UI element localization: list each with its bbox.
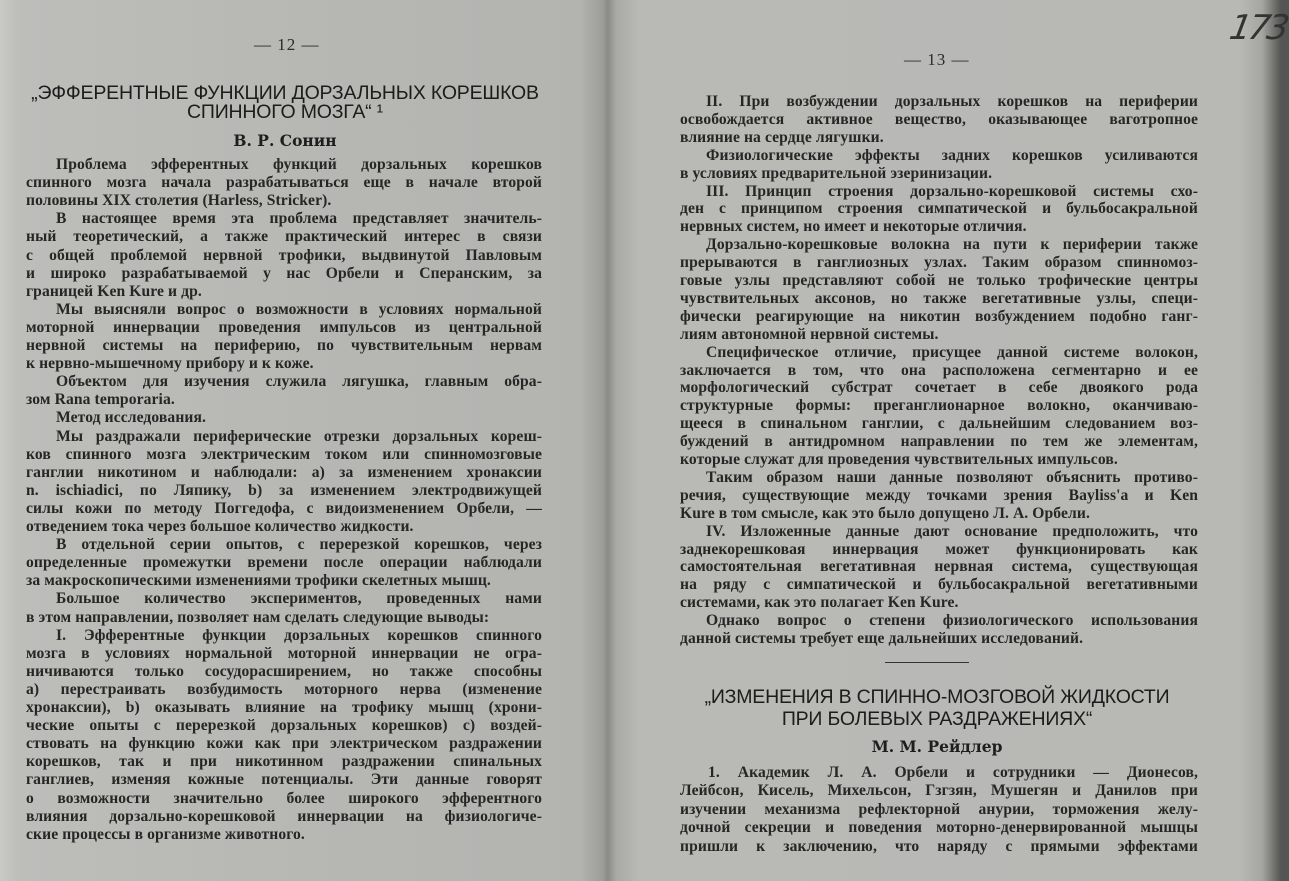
text-line: ков спинного мозга электрическим током или спинномозговые xyxy=(26,445,542,463)
left-page xyxy=(0,0,605,881)
text-line: n. ischiadici, по Ляпику, b) за изменением электродвижущей xyxy=(26,481,542,499)
paragraph-first-line: Большое количество экспериментов, проведенных нами xyxy=(56,590,542,608)
text-line: ческие опыты с перерезкой дорзальных корешков) с) воздей- xyxy=(26,717,542,735)
paragraph-first-line: Метод исследования. xyxy=(56,409,207,427)
text-line: влияния дорзально-корешковой иннервации на физиологиче- xyxy=(26,807,542,825)
text-line: дочной секреции и поведения моторно-денервированной мышцы xyxy=(680,819,1198,837)
text-line: ный теоретический, а также практический интерес в связи xyxy=(26,228,542,246)
text-line: половины XIX столетия (Harless, Stricker). xyxy=(26,192,332,210)
text-line: нервной системы на периферию, по чувствительным нервам xyxy=(26,337,542,354)
text-line: структурные формы: преганглионарное волокно, оканчиваю- xyxy=(680,397,1198,415)
text-line: прерываются в ганглиозных узлах. Таким образом спинномоз- xyxy=(680,254,1198,272)
text-line: нервных систем, но имеет и некоторые отличия. xyxy=(680,218,1027,236)
text-line: морфологический субстрат сочетает в себе двоякого рода xyxy=(680,379,1198,397)
text-line: за макроскопическими изменениями трофики скелетных мышц. xyxy=(26,572,491,590)
text-line: ские процессы в организме животного. xyxy=(26,825,305,843)
text-line: лиям автономной нервной системы. xyxy=(680,325,939,343)
paragraph-first-line: Проблема эфферентных функций дорзальных корешков xyxy=(56,156,542,173)
paragraph-first-line: 1. Академик Л. А. Орбели и сотрудники — Дионесов, xyxy=(708,764,1198,781)
page-number: — 13 — xyxy=(904,50,970,69)
paragraph-first-line: Мы выясняли вопрос о возможности в условиях нормальной xyxy=(56,300,542,318)
paragraph-first-line: Таким образом наши данные позволяют объяснить противо- xyxy=(706,468,1198,486)
text-line: определенные промежутки времени после операции наблюдали xyxy=(26,554,542,572)
text-line: Kure в том смысле, как это было допущено Л. А. Орбели. xyxy=(680,504,1090,522)
text-line: на ряду с симпатической и бульбосакральной вегетативными xyxy=(680,576,1198,594)
text-line: ден с принципом строения симпатической и бульбосакральной xyxy=(680,200,1198,218)
paragraph-first-line: В отдельной серии опытов, с перерезкой корешков, через xyxy=(56,536,542,554)
text-line: корешков, так и при никотинном раздражении спинальных xyxy=(26,753,542,771)
paragraph-first-line: I. Эфферентные функции дорзальных корешков спинного xyxy=(56,626,542,644)
page-number: — 12 — xyxy=(254,35,320,54)
text-line: ганглиев, изменяя кожные потенциалы. Эти данные говорят xyxy=(26,771,542,789)
paragraph-first-line: IV. Изложенные данные дают основание предположить, что xyxy=(706,522,1198,540)
text-line: изучении механизма рефлекторной анурии, торможения желу- xyxy=(680,800,1198,818)
paragraph-first-line: Мы раздражали периферические отрезки дорзальных кореш- xyxy=(56,427,542,445)
text-line: в этом направлении, позволяет нам сделать следующие выводы: xyxy=(26,608,490,626)
text-line: системами, как это полагает Ken Kure. xyxy=(680,594,959,612)
text-line: ничиваются только сосудорасширением, но также способны xyxy=(26,662,542,680)
text-line: заключается в том, что она расположена сегментарно и ее xyxy=(680,361,1198,379)
text-line: которые служат для проведения чувствительных импульсов. xyxy=(680,451,1118,468)
text-line: мозга в условиях нормальной моторной иннервации не огра- xyxy=(26,644,542,662)
right-page xyxy=(612,0,1289,881)
text-line: говые узлы представляют собой не только трофические центры xyxy=(680,272,1198,289)
article-title-line: „ЭФФЕРЕНТНЫЕ ФУНКЦИИ ДОРЗАЛЬНЫХ КОРЕШКОВ xyxy=(31,82,539,104)
text-line: пришли к заключению, что наряду с прямыми эффектами xyxy=(680,837,1198,855)
paragraph-first-line: II. При возбуждении дорзальных корешков на периферии xyxy=(706,93,1198,110)
paragraph-first-line: Физиологические эффекты задних корешков усиливаются xyxy=(706,146,1198,164)
text-line: чувствительных аксонов, но также вегетативные узлы, специ- xyxy=(680,289,1198,307)
article-title-line: „ИЗМЕНЕНИЯ В СПИННО-МОЗГОВОЙ ЖИДКОСТИ xyxy=(704,686,1170,708)
paragraph-first-line: Дорзально-корешковые волокна на пути к периферии также xyxy=(706,236,1198,254)
text-line: с общей проблемой нервной трофики, выдвинутой Павловым xyxy=(26,246,542,264)
text-line: зом Rana temporaria. xyxy=(26,391,175,409)
article-title-line: ПРИ БОЛЕВЫХ РАЗДРАЖЕНИЯХ“ xyxy=(781,708,1093,730)
paragraph-first-line: Специфическое отличие, присущее данной системе волокон, xyxy=(706,343,1198,361)
text-line: отведением тока через большое количество жидкости. xyxy=(26,518,414,535)
text-line: а) перестраивать возбудимость моторного нерва (изменение xyxy=(26,680,542,698)
text-line: ствовать на функцию кожи как при электрическом раздражении xyxy=(26,735,542,753)
text-line: о возможности значительно более широкого эфферентного xyxy=(26,789,542,807)
text-line: щееся в спинальном ганглии, с дальнейшим следованием воз- xyxy=(680,415,1198,433)
text-line: речия, существующие между точками зрения Bayliss'а и Ken xyxy=(680,486,1198,504)
section-divider xyxy=(885,662,969,663)
text-line: влияние на сердце лягушки. xyxy=(680,128,884,146)
text-line: Лейбсон, Кисель, Михельсон, Гзгзян, Мушегян и Данилов при xyxy=(680,782,1198,800)
text-line: и широко разрабатываемой у нас Орбели и Сперанским, за xyxy=(26,264,542,282)
text-line: силы кожи по методу Поггедофа, с видоизменением Орбели, — xyxy=(26,499,542,517)
paragraph-first-line: В настоящее время эта проблема представляет значитель- xyxy=(56,210,542,228)
text-line: спинного мозга начала разрабатываться еще в начале второй xyxy=(26,174,542,192)
text-line: к нервно-мышечному прибору и к коже. xyxy=(26,355,314,373)
paragraph-first-line: III. Принцип строения дорзально-корешковой системы схо- xyxy=(706,182,1198,200)
article-author: В. Р. Сонин xyxy=(233,131,337,150)
text-line: самостоятельная вегетативная нервная система, существующая xyxy=(680,558,1198,576)
text-line: ганглии никотином и наблюдали: а) за изменением хронаксии xyxy=(26,463,542,481)
text-line: границей Ken Kure и др. xyxy=(26,282,202,300)
article-author: М. М. Рейдлер xyxy=(871,737,1003,756)
text-line: фически реагирующие на никотин возбуждением подобно ганг- xyxy=(680,307,1198,325)
text-line: освобождается активное вещество, оказывающее ваготропное xyxy=(680,110,1198,128)
handwritten-page-number: 173 xyxy=(1226,8,1289,48)
text-line: буждений в антидромном направлении по тем же элементам, xyxy=(680,433,1198,451)
text-line: моторной иннервации проведения импульсов из центральной xyxy=(26,318,542,336)
article-title-line: СПИННОГО МОЗГА“ ¹ xyxy=(187,101,383,123)
text-line: данной системы требует еще дальнейших исследований. xyxy=(680,630,1084,647)
text-line: заднекорешковая иннервация может функционировать как xyxy=(680,540,1198,558)
text-line: в условиях предварительной эзеринизации. xyxy=(680,164,993,182)
text-line: хронаксии), b) оказывать влияние на трофику мышц (хрони- xyxy=(26,699,542,716)
paragraph-first-line: Объектом для изучения служила лягушка, главным обра- xyxy=(56,373,542,391)
paragraph-first-line: Однако вопрос о степени физиологического использования xyxy=(706,612,1198,630)
